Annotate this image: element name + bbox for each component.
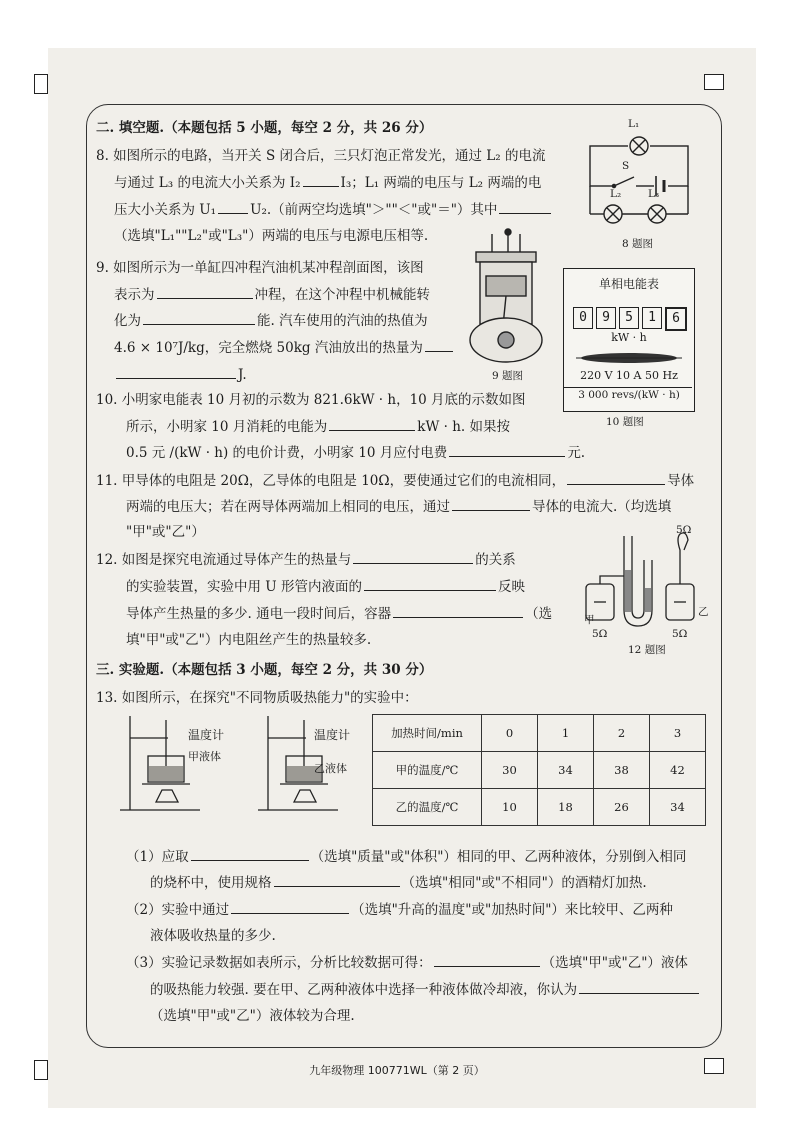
table-cell: 34 <box>650 789 706 826</box>
table-cell: 2 <box>594 715 650 752</box>
switch-label-s: S <box>622 160 630 172</box>
table-cell: 26 <box>594 789 650 826</box>
figure-caption: 12 题图 <box>628 644 666 656</box>
container-label-yi: 乙 <box>698 606 709 618</box>
meter-spec: 220 V 10 A 50 Hz <box>580 369 678 382</box>
q13-line: （3）实验记录数据如表所示，分析比较数据可得： （选填"甲"或"乙"）液体 <box>126 952 688 973</box>
answer-blank[interactable] <box>191 846 309 861</box>
u-tube-apparatus <box>580 530 700 642</box>
answer-blank[interactable] <box>353 549 473 564</box>
q9-line: 化为 能. 汽车使用的汽油的热值为 <box>114 310 428 331</box>
q10-line: 所示，小明家 10 月消耗的电能为 kW · h. 如果按 <box>126 416 510 437</box>
q9-line: 9. 如图所示为一单缸四冲程汽油机某冲程剖面图，该图 <box>96 260 424 276</box>
resistor-label: 5Ω <box>592 628 608 640</box>
table-cell: 甲的温度/℃ <box>373 752 482 789</box>
q8-line: （选填"L₁""L₂"或"L₃"）两端的电压与电源电压相等. <box>114 228 429 244</box>
q12-line: 的实验装置，实验中用 U 形管内液面的 反映 <box>126 576 525 597</box>
figure-caption: 9 题图 <box>492 370 524 382</box>
q13-line: 的吸热能力较强. 要在甲、乙两种液体中选择一种液体做冷却液，你认为 <box>150 979 701 1000</box>
q9-line: 表示为 冲程，在这个冲程中机械能转 <box>114 284 430 305</box>
q13-line: 液体吸收热量的多少. <box>150 928 276 944</box>
meter-digit: 5 <box>619 307 639 329</box>
liquid-label: 乙液体 <box>314 762 347 775</box>
data-table <box>372 714 706 826</box>
resistor-label: 5Ω <box>676 524 692 536</box>
figure-caption: 8 题图 <box>622 238 654 250</box>
engine-diagram <box>462 226 550 370</box>
meter-unit: kW · h <box>611 331 647 344</box>
answer-blank[interactable] <box>143 310 255 325</box>
meter-digit: 1 <box>642 307 662 329</box>
page-footer: 九年级物理 100771WL（第 2 页） <box>309 1064 485 1077</box>
answer-blank[interactable] <box>157 284 253 299</box>
q9-line: J. <box>114 364 247 385</box>
q11-line: "甲"或"乙"） <box>126 524 205 540</box>
table-cell: 乙的温度/℃ <box>373 789 482 826</box>
q13-line: （选填"甲"或"乙"）液体较为合理. <box>150 1008 355 1024</box>
answer-blank[interactable] <box>434 952 540 967</box>
answer-blank[interactable] <box>329 416 415 431</box>
q12-line: 导体产生热量的多少. 通电一段时间后，容器 （选 <box>126 603 552 624</box>
answer-blank[interactable] <box>567 470 665 485</box>
q13-line: （1）应取 （选填"质量"或"体积"）相同的甲、乙两种液体，分别倒入相同 <box>126 846 686 867</box>
meter-title: 单相电能表 <box>598 277 659 291</box>
table-cell: 加热时间/min <box>373 715 482 752</box>
q12-line: 填"甲"或"乙"）内电阻丝产生的热量较多. <box>126 632 372 648</box>
circuit-label-l2: L₂ <box>610 188 622 200</box>
table-cell: 10 <box>482 789 538 826</box>
table-row <box>373 789 706 826</box>
table-cell: 3 <box>650 715 706 752</box>
answer-blank[interactable] <box>449 442 565 457</box>
table-row <box>373 752 706 789</box>
section-title: 二. 填空题.（本题包括 5 小题，每空 2 分，共 26 分） <box>96 120 433 136</box>
answer-blank[interactable] <box>231 899 349 914</box>
thermometer-label: 温度计 <box>188 728 225 742</box>
q9-line: 4.6 × 10⁷J/kg，完全燃烧 50kg 汽油放出的热量为 <box>114 337 455 358</box>
circuit-diagram <box>584 116 696 232</box>
corner-mark <box>34 74 48 94</box>
circuit-label-l1: L₁ <box>628 118 640 130</box>
circuit-label-l3: L₃ <box>648 188 660 200</box>
meter-spec: 3 000 revs/(kW · h) <box>578 389 680 401</box>
energy-meter <box>563 268 695 412</box>
answer-blank[interactable] <box>303 172 339 187</box>
liquid-label: 甲液体 <box>188 750 221 763</box>
q11-line: 两端的电压大；若在两导体两端加上相同的电压，通过 导体的电流大.（均选填 <box>126 496 671 517</box>
table-cell: 38 <box>594 752 650 789</box>
table-cell: 1 <box>538 715 594 752</box>
q10-line: 0.5 元 /(kW · h) 的电价计费，小明家 10 月应付电费 元. <box>126 442 585 463</box>
meter-digit: 0 <box>573 307 593 329</box>
q11-line: 11. 甲导体的电阻是 20Ω，乙导体的电阻是 10Ω，要使通过它们的电流相同， 导体 <box>96 470 694 491</box>
meter-digit-decimal: 6 <box>665 307 687 331</box>
answer-blank[interactable] <box>364 576 496 591</box>
figure-caption: 10 题图 <box>606 416 644 428</box>
answer-blank[interactable] <box>274 872 400 887</box>
container-label-jia: 甲 <box>584 614 595 626</box>
answer-blank[interactable] <box>499 199 551 214</box>
table-cell: 30 <box>482 752 538 789</box>
q12-line: 12. 如图是探究电流通过导体产生的热量与 的关系 <box>96 549 516 570</box>
meter-disc <box>576 349 682 367</box>
q8-line: 压大小关系为 U₁ U₂.（前两空均选填"＞""＜"或"＝"）其中 <box>114 199 553 220</box>
q10-line: 10. 小明家电能表 10 月初的示数为 821.6kW · h，10 月底的示数如图 <box>96 392 526 408</box>
answer-blank[interactable] <box>579 979 699 994</box>
answer-blank[interactable] <box>452 496 530 511</box>
q13-line: 13. 如图所示，在探究"不同物质吸热能力"的实验中： <box>96 690 418 706</box>
meter-digit: 9 <box>596 307 616 329</box>
q8-line: 与通过 L₃ 的电流大小关系为 I₂ I₃；L₁ 两端的电压与 L₂ 两端的电 <box>114 172 541 193</box>
table-cell: 18 <box>538 789 594 826</box>
resistor-label: 5Ω <box>672 628 688 640</box>
table-cell: 42 <box>650 752 706 789</box>
table-cell: 0 <box>482 715 538 752</box>
thermometer-label: 温度计 <box>314 728 351 742</box>
table-row <box>373 715 706 752</box>
q8-line: 8. 如图所示的电路，当开关 S 闭合后，三只灯泡正常发光，通过 L₂ 的电流 <box>96 148 546 164</box>
corner-mark <box>704 74 724 90</box>
q13-line: （2）实验中通过 （选填"升高的温度"或"加热时间"）来比较甲、乙两种 <box>126 899 673 920</box>
answer-blank[interactable] <box>116 364 236 379</box>
answer-blank[interactable] <box>425 337 453 352</box>
section-title: 三. 实验题.（本题包括 3 小题，每空 2 分，共 30 分） <box>96 662 433 678</box>
q13-line: 的烧杯中，使用规格 （选填"相同"或"不相同"）的酒精灯加热. <box>150 872 647 893</box>
answer-blank[interactable] <box>218 199 248 214</box>
answer-blank[interactable] <box>393 603 523 618</box>
table-cell: 34 <box>538 752 594 789</box>
